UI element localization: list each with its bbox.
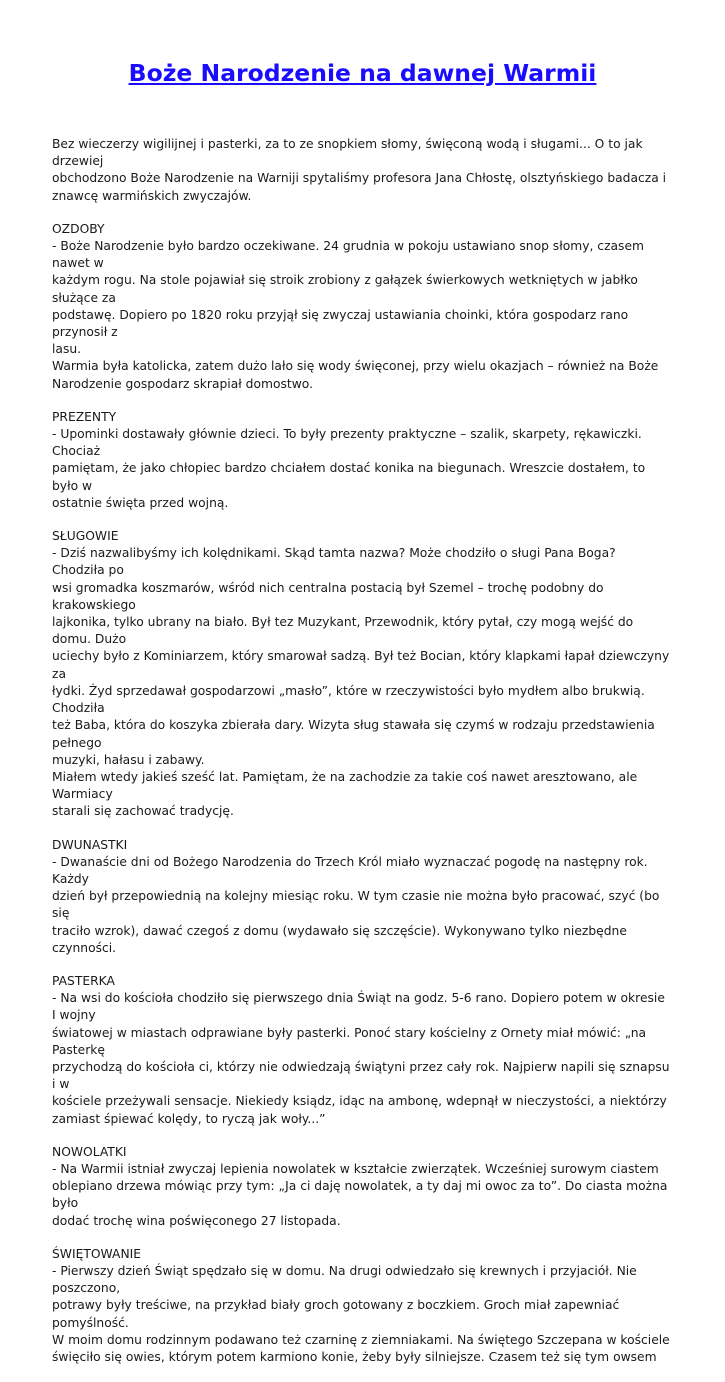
section-prezenty <box>52 409 672 512</box>
section-nowolatki <box>52 1144 672 1230</box>
section-ozdoby <box>52 221 672 393</box>
section-paragraph: Miałem wtedy jakieś sześć lat. Pamiętam, że na zachodzie za takie coś nawet aresztowano, ale Warmiacy starali się zachować tradycję. <box>52 769 638 819</box>
section-paragraph: - Upominki dostawały głównie dzieci. To były prezenty praktyczne – szalik, skarpety, rękawiczki. Chociaż pamiętam, że jako chłopiec bardzo chciałem dostać konika na biegunach. Wreszcie dostałem, to było w ostatnie święta przed wojną. <box>52 427 646 510</box>
title-link[interactable]: Boże Narodzenie na dawnej Warmii <box>128 59 597 87</box>
section-paragraph: Warmia była katolicka, zatem dużo lało się wody święconej, przy wielu okazjach – również na Boże Narodzenie gospodarz skrapiał domostwo. <box>52 359 659 391</box>
section-heading: OZDOBY <box>52 221 105 236</box>
page-title <box>0 58 725 88</box>
section-heading: ŚWIĘTOWANIE <box>52 1246 142 1261</box>
section-paragraph: - Pierwszy dzień Świąt spędzało się w domu. Na drugi odwiedzało się krewnych i przyjaciół. Nie poszczono, potrawy były treściwe, na przykład biały groch gotowany z boczkiem. Groch miał zapewniać pomyślność. W moim domu rodzinnym podawano też czarninę z ziemniakami. Na świętego Szczepana w kościele święciło się owies, którym potem karmiono konie, żeby były silniejsze. Czasem też się tym owsem <box>52 1263 670 1364</box>
section-pasterka <box>52 973 672 1128</box>
section-paragraph: - Dziś nazwalibyśmy ich kolędnikami. Skąd tamta nazwa? Może chodziło o sługi Pana Boga? Chodziła po wsi gromadka koszmarów, wśród nich centralna postacią był Szemel – trochę podobny do krakowskiego lajkonika, tylko ubrany na biało. Był tez Muzykant, Przewodnik, który pytał, czy mogą wejść do domu. Dużo uciechy było z Kominiarzem, który smarował sadzą. Był też Bocian, który klapkami łapał dziewczyny za łydki. Żyd sprzedawał gospodarzowi „masło”, które w rzeczywistości było mydłem albo brukwią. Chodziła też Baba, która do koszyka zbierała dary. Wizyta sług stawała się czymś w rodzaju przedstawienia pełnego muzyki, hałasu i zabawy. <box>52 546 670 767</box>
section-dwunastki <box>52 837 672 957</box>
section-slugowie <box>52 528 672 820</box>
section-paragraph: - Boże Narodzenie było bardzo oczekiwane. 24 grudnia w pokoju ustawiano snop słomy, czasem nawet w każdym rogu. Na stole pojawiał się stroik zrobiony z gałązek świerkowych wetkniętych w jabłko służące za podstawę. Dopiero po 1820 roku przyjął się zwyczaj ustawiania choinki, która gospodarz rano przynosił z lasu. <box>52 239 645 357</box>
article-body <box>52 136 672 1382</box>
section-paragraph: - Na wsi do kościoła chodziło się pierwszego dnia Świąt na godz. 5-6 rano. Dopiero potem w okresie I wojny światowej w miastach odprawiane były pasterki. Ponoć stary kościelny z Ornety miał mówić: „na Pasterkę przychodzą do kościoła ci, którzy nie odwiedzają świątyni przez cały rok. Najpierw napili się sznapsu i w kościele przeżywali sensacje. Niekiedy ksiądz, idąc na ambonę, wdepnął w nieczystości, a niektórzy zamiast śpiewać kolędy, to ryczą jak woły...” <box>52 991 670 1126</box>
section-paragraph: - Dwanaście dni od Bożego Narodzenia do Trzech Król miało wyznaczać pogodę na następny rok. Każdy dzień był przepowiednią na kolejny miesiąc roku. W tym czasie nie można było pracować, szyć (bo się traciło wzrok), dawać czegoś z domu (wydawało się szczęście). Wykonywano tylko niezbędne czynności. <box>52 854 660 955</box>
section-heading: PREZENTY <box>52 409 117 424</box>
section-paragraph: - Na Warmii istniał zwyczaj lepienia nowolatek w kształcie zwierzątek. Wcześniej surowym ciastem oblepiano drzewa mówiąc przy tym: „Ja ci daję nowolatek, a ty daj mi owoc za to”. Do ciasta można było dodać trochę wina poświęconego 27 listopada. <box>52 1161 668 1228</box>
section-heading: DWUNASTKI <box>52 837 128 852</box>
section-heading: SŁUGOWIE <box>52 529 119 544</box>
section-swietowanie <box>52 1246 672 1366</box>
section-heading: NOWOLATKI <box>52 1144 127 1159</box>
section-heading: PASTERKA <box>52 973 115 988</box>
intro-paragraph: Bez wieczerzy wigilijnej i pasterki, za to ze snopkiem słomy, święconą wodą i sługami... O to jak drzewiej obchodzono Boże Narodzenie na Warniji spytaliśmy profesora Jana Chłostę, olsztyńskiego badacza i znawcę warmińskich zwyczajów. <box>52 137 667 203</box>
